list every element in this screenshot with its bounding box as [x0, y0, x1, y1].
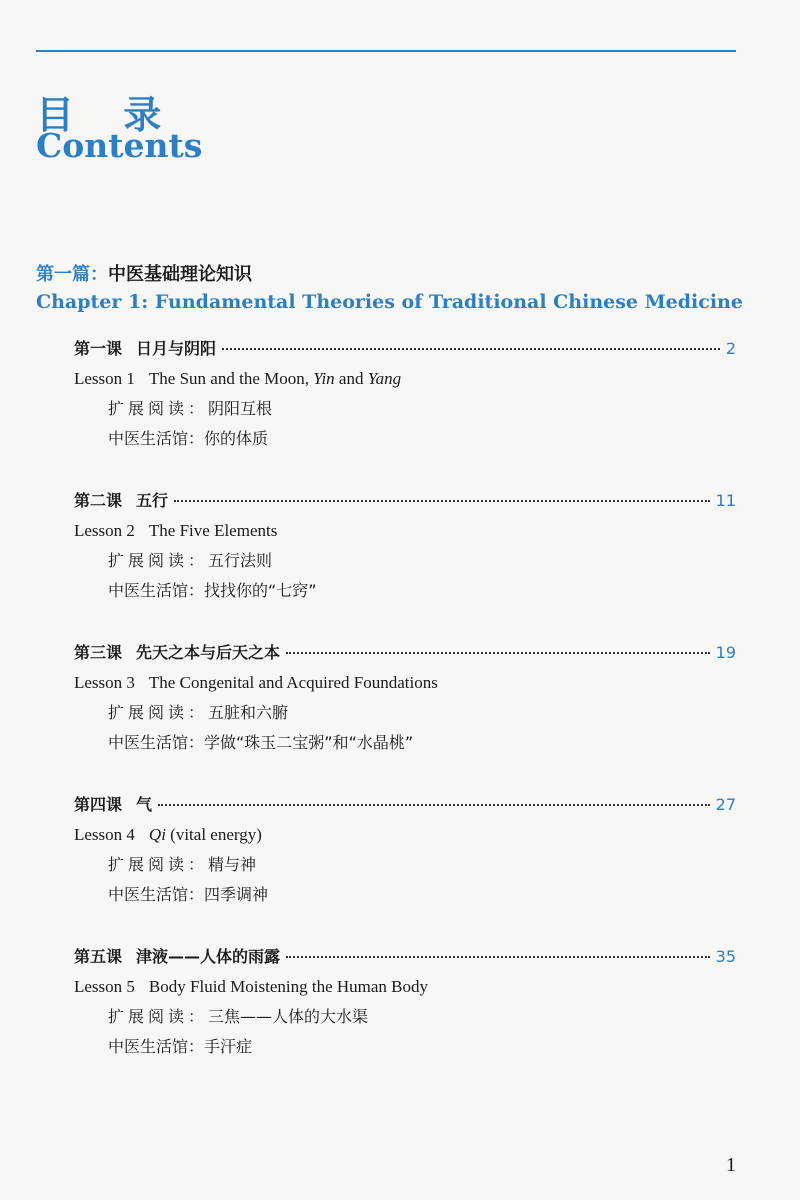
lesson-entry-3[interactable] — [74, 640, 736, 758]
extended-reading-label: 扩展阅读： — [108, 855, 209, 874]
lesson-number-cn: 第五课 — [74, 947, 123, 966]
dot-leader — [286, 652, 710, 654]
extended-reading-title: 五脏和六腑 — [208, 703, 289, 722]
extended-reading-label: 扩展阅读： — [108, 1007, 209, 1026]
tcm-life-corner — [108, 728, 736, 758]
lesson-number-en: Lesson 3 — [74, 673, 135, 692]
lesson-number-cn: 第一课 — [74, 339, 123, 358]
lesson-title-cn: 日月与阴阳 — [136, 339, 217, 358]
lesson-heading-cn — [74, 792, 736, 820]
lesson-page-number[interactable]: 2 — [725, 339, 736, 358]
tcm-life-title: 你的体质 — [204, 429, 269, 448]
page-number: 1 — [726, 1154, 736, 1176]
lesson-heading-cn — [74, 640, 736, 668]
part-heading-cn — [36, 260, 252, 286]
extended-reading-label: 扩展阅读： — [108, 399, 209, 418]
contents-title-en: Contents — [36, 126, 203, 165]
lesson-title-en: Body Fluid Moistening the Human Body — [148, 977, 429, 996]
tcm-life-corner — [108, 880, 736, 910]
lesson-heading-en — [74, 668, 736, 698]
tcm-life-corner — [108, 424, 736, 454]
lesson-entry-2[interactable] — [74, 488, 736, 606]
part-heading-en: Chapter 1: Fundamental Theories of Traditional Chinese Medicine — [36, 291, 743, 313]
part-label: 第一篇： — [36, 264, 108, 285]
extended-reading — [108, 1002, 736, 1032]
lesson-title-en: The Congenital and Acquired Foundations — [148, 673, 438, 692]
lesson-title-cn: 五行 — [136, 491, 169, 510]
extended-reading-label: 扩展阅读： — [108, 703, 209, 722]
lesson-heading-en — [74, 820, 736, 850]
contents-title-cn: 目 录 — [36, 93, 180, 137]
extended-reading-title: 阴阳互根 — [208, 399, 273, 418]
lesson-heading-en — [74, 516, 736, 546]
lesson-entry-1[interactable] — [74, 336, 736, 454]
tcm-life-label: 中医生活馆： — [108, 733, 205, 752]
lesson-heading-cn — [74, 944, 736, 972]
tcm-life-label: 中医生活馆： — [108, 1037, 205, 1056]
extended-reading — [108, 698, 736, 728]
lesson-number-cn: 第三课 — [74, 643, 123, 662]
lesson-number-en: Lesson 2 — [74, 521, 135, 540]
lesson-number-en: Lesson 4 — [74, 825, 135, 844]
tcm-life-title: 手汗症 — [204, 1037, 253, 1056]
tcm-life-title: 四季调神 — [204, 885, 269, 904]
extended-reading-title: 精与神 — [208, 855, 257, 874]
lesson-title-en: The Five Elements — [148, 521, 278, 540]
tcm-life-title: 找找你的“七窍” — [204, 581, 317, 600]
tcm-life-title: 学做“珠玉二宝粥”和“水晶桃” — [204, 733, 414, 752]
lesson-entry-5[interactable] — [74, 944, 736, 1062]
lesson-page-number[interactable]: 27 — [715, 795, 736, 814]
extended-reading — [108, 850, 736, 880]
lesson-title-cn: 津液——人体的雨露 — [136, 947, 281, 966]
extended-reading-title: 五行法则 — [208, 551, 273, 570]
tcm-life-corner — [108, 576, 736, 606]
header-rule — [36, 50, 736, 52]
lesson-heading-en — [74, 364, 736, 394]
lesson-title-en: The Sun and the Moon, Yin and Yang — [148, 369, 402, 388]
lesson-number-en: Lesson 5 — [74, 977, 135, 996]
lesson-page-number[interactable]: 35 — [715, 947, 736, 966]
extended-reading-label: 扩展阅读： — [108, 551, 209, 570]
tcm-life-label: 中医生活馆： — [108, 885, 205, 904]
extended-reading-title: 三焦——人体的大水渠 — [208, 1007, 369, 1026]
dot-leader — [158, 804, 710, 806]
dot-leader — [174, 500, 710, 502]
dot-leader — [286, 956, 710, 958]
lesson-number-cn: 第二课 — [74, 491, 123, 510]
lesson-entry-4[interactable] — [74, 792, 736, 910]
lesson-page-number[interactable]: 19 — [715, 643, 736, 662]
tcm-life-label: 中医生活馆： — [108, 429, 205, 448]
lesson-heading-cn — [74, 336, 736, 364]
extended-reading — [108, 546, 736, 576]
lesson-page-number[interactable]: 11 — [715, 491, 736, 510]
lesson-number-cn: 第四课 — [74, 795, 123, 814]
extended-reading — [108, 394, 736, 424]
lesson-title-cn: 先天之本与后天之本 — [136, 643, 281, 662]
dot-leader — [222, 348, 720, 350]
lesson-heading-en — [74, 972, 736, 1002]
lesson-heading-cn — [74, 488, 736, 516]
lesson-number-en: Lesson 1 — [74, 369, 135, 388]
tcm-life-corner — [108, 1032, 736, 1062]
tcm-life-label: 中医生活馆： — [108, 581, 205, 600]
part-name: 中医基础理论知识 — [108, 264, 252, 285]
lesson-title-en: Qi (vital energy) — [148, 825, 262, 844]
lesson-title-cn: 气 — [136, 795, 153, 814]
